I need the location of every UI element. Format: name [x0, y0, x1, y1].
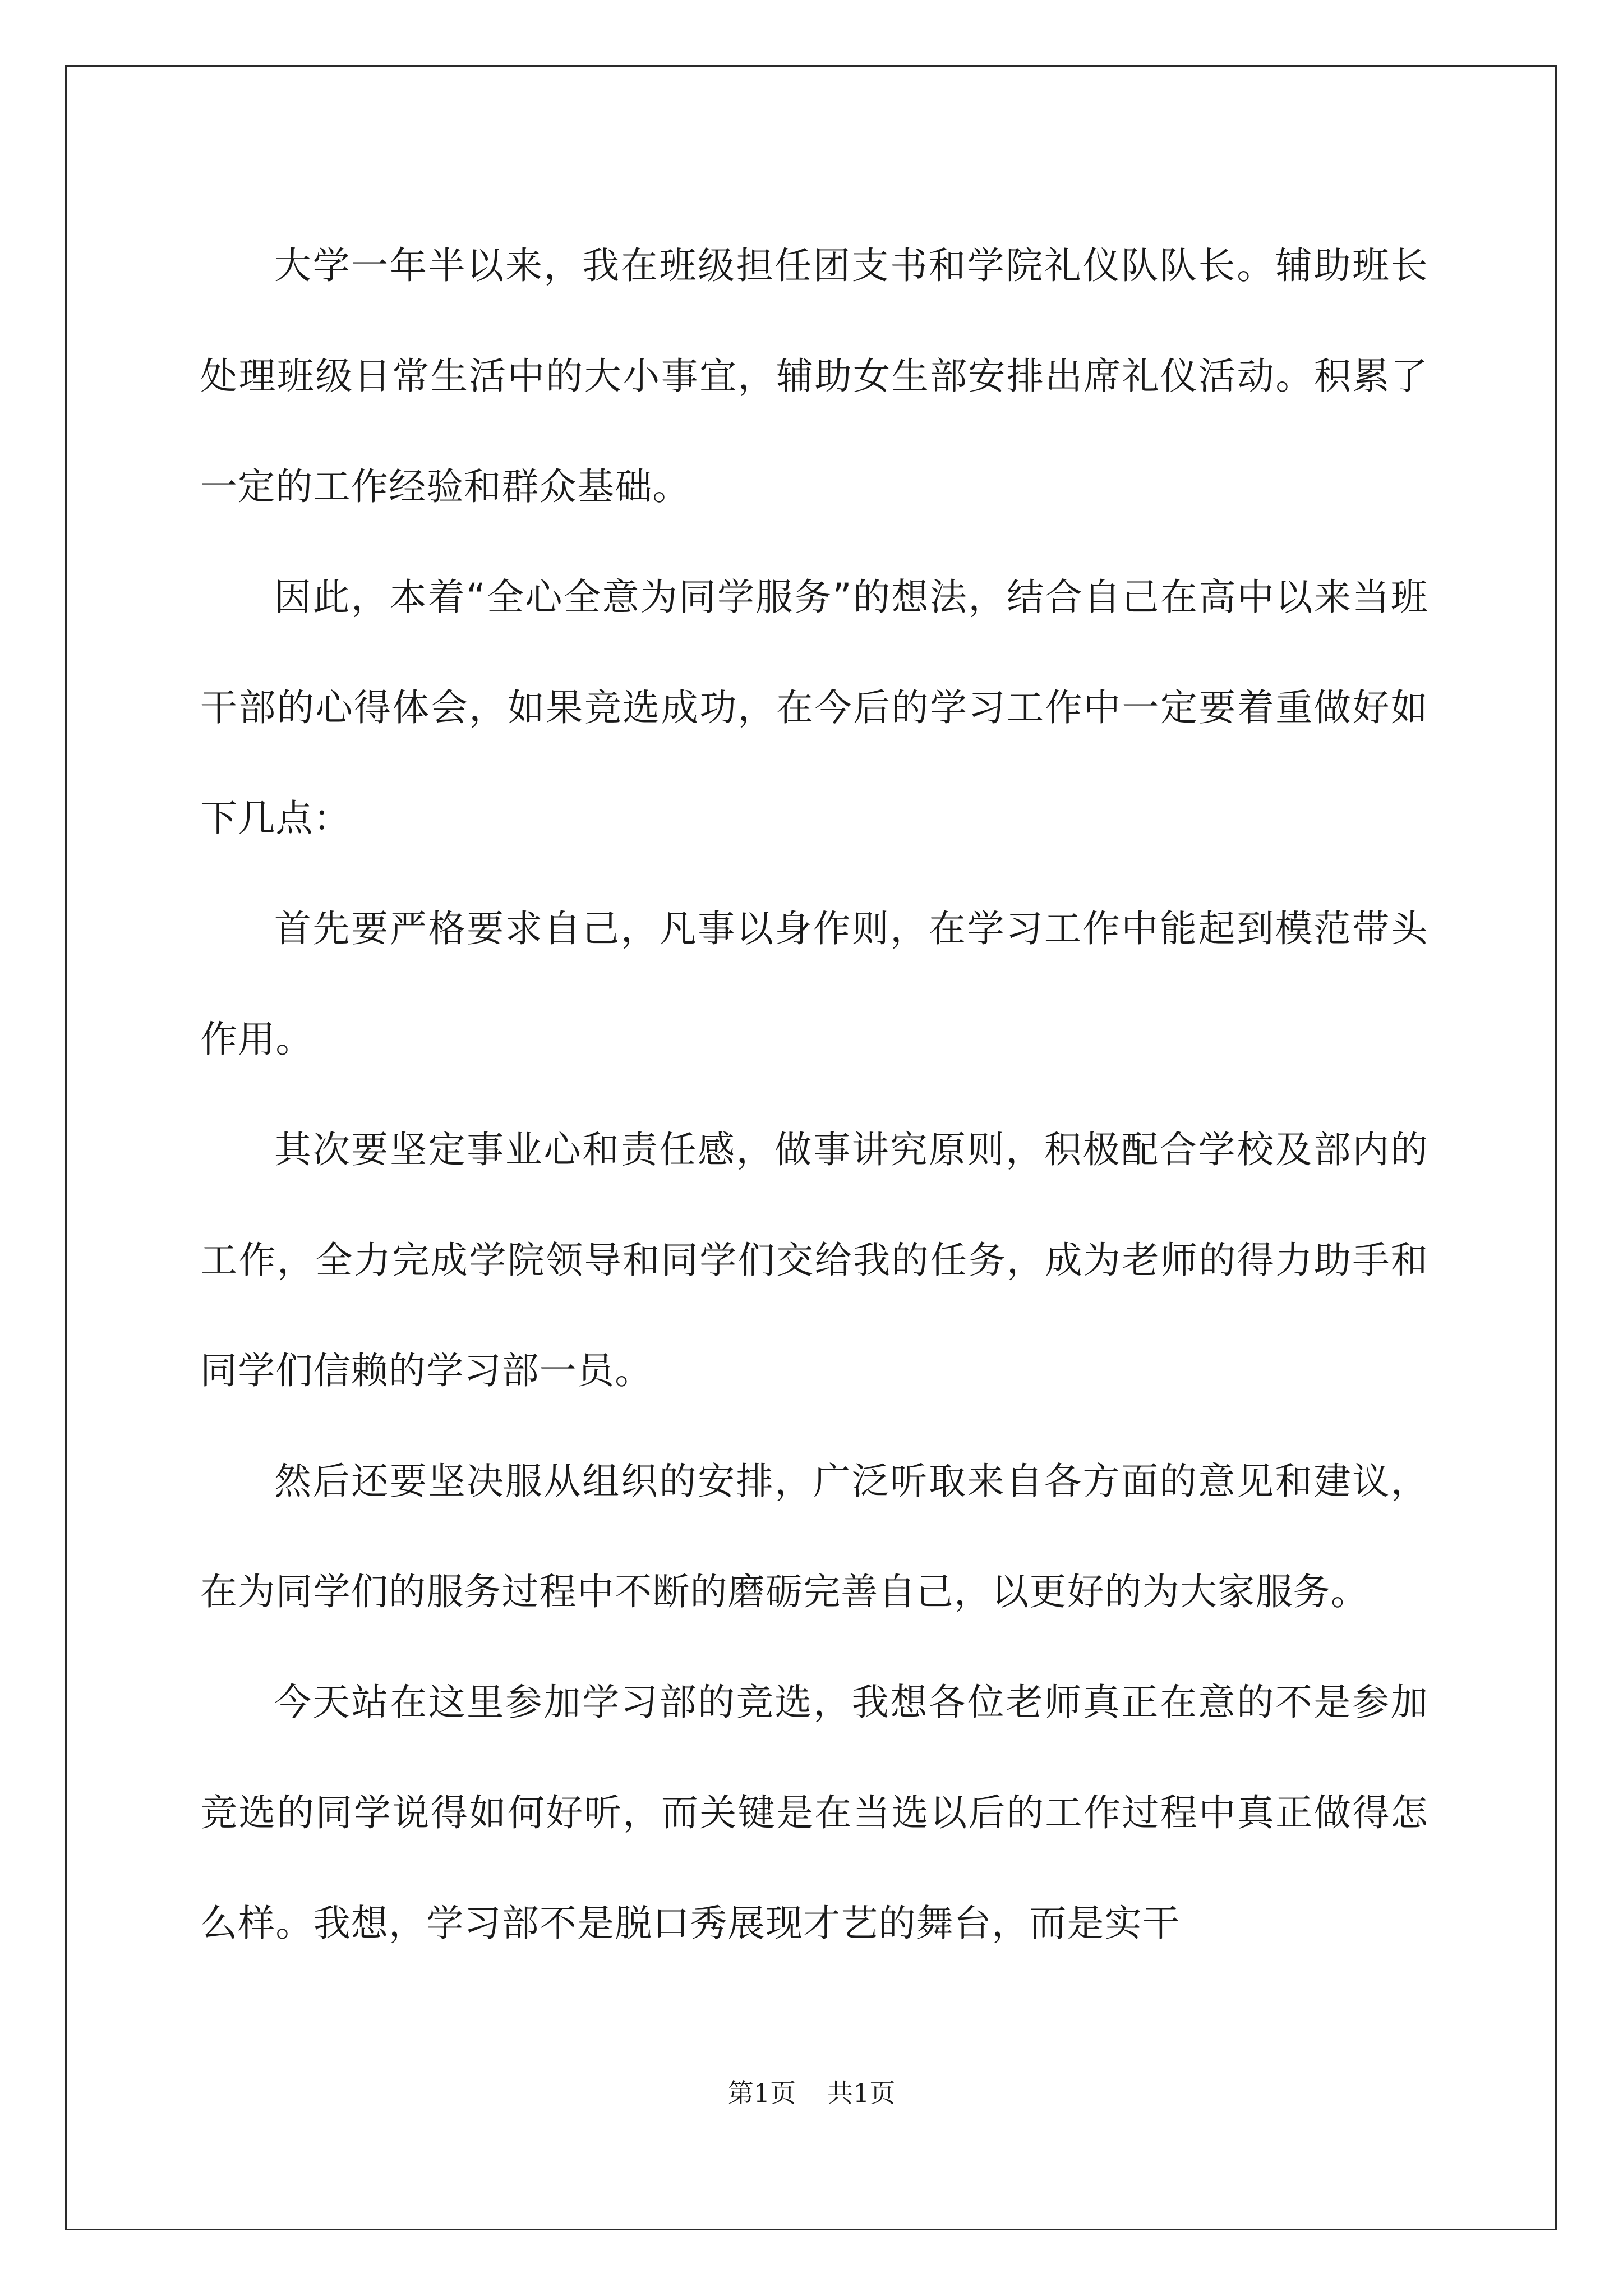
total-page-count: 共1页 [827, 2078, 896, 2108]
page-footer [0, 2073, 1623, 2110]
paragraph-1: 大学一年半以来，我在班级担任团支书和学院礼仪队队长。辅助班长处理班级日常生活中的大小事宜，辅助女生部安排出席礼仪活动。积累了一定的工作经验和群众基础。 [200, 244, 1428, 508]
paragraph-4: 其次要坚定事业心和责任感，做事讲究原则，积极配合学校及部内的工作，全力完成学院领导和同学们交给我的任务，成为老师的得力助手和同学们信赖的学习部一员。 [200, 1128, 1428, 1392]
paragraph-6: 今天站在这里参加学习部的竞选，我想各位老师真正在意的不是参加竞选的同学说得如何好听，而关键是在当选以后的工作过程中真正做得怎么样。我想，学习部不是脱口秀展现才艺的舞台，而是实干 [200, 1681, 1428, 1945]
paragraph-2: 因此，本着“全心全意为同学服务”的想法，结合自己在高中以来当班干部的心得体会，如果竞选成功，在今后的学习工作中一定要着重做好如下几点： [200, 576, 1428, 840]
paragraph-5: 然后还要坚决服从组织的安排，广泛听取来自各方面的意见和建议，在为同学们的服务过程中不断的磨砺完善自己，以更好的为大家服务。 [200, 1460, 1428, 1613]
current-page-number: 第1页 [727, 2078, 796, 2108]
document-body [200, 210, 1428, 1978]
paragraph-3: 首先要严格要求自己，凡事以身作则，在学习工作中能起到模范带头作用。 [200, 907, 1428, 1061]
